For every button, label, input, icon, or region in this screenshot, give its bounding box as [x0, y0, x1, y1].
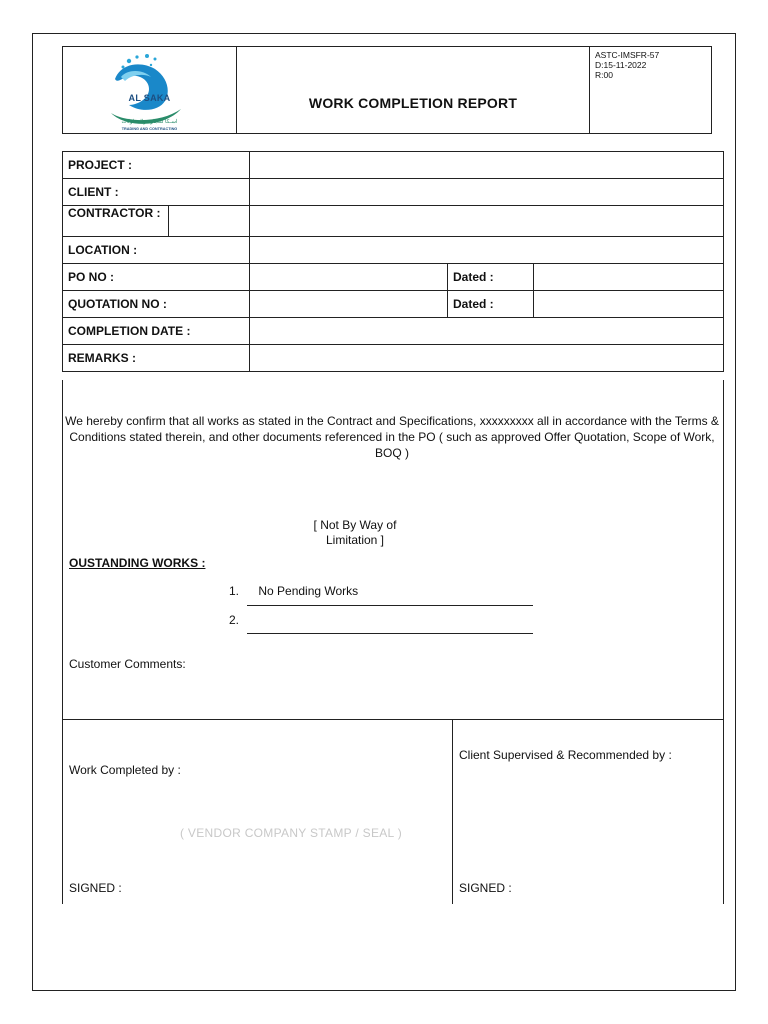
client-field[interactable] [250, 179, 724, 206]
project-label: PROJECT : [63, 152, 250, 179]
item-text: No Pending Works [258, 584, 359, 598]
item-number: 1. [229, 584, 240, 598]
location-label: LOCATION : [63, 237, 250, 264]
quotation-label: QUOTATION NO : [63, 291, 250, 318]
client-row [63, 179, 724, 206]
quotation-dated-field[interactable] [534, 291, 724, 318]
remarks-label: REMARKS : [63, 345, 250, 372]
project-info-table [62, 151, 724, 372]
signed-left-label: SIGNED : [69, 881, 122, 895]
remarks-field[interactable] [250, 345, 724, 372]
po-dated-field[interactable] [534, 264, 724, 291]
po-dated-label: Dated : [448, 264, 534, 291]
company-logo [63, 47, 237, 133]
signature-section [62, 719, 724, 904]
completion-date-field[interactable] [250, 318, 724, 345]
quotation-row [63, 291, 724, 318]
project-field[interactable] [250, 152, 724, 179]
po-label: PO NO : [63, 264, 250, 291]
limitation-note: [ Not By Way of Limitation ] [313, 518, 397, 547]
contractor-row [63, 206, 724, 237]
signed-right-label: SIGNED : [459, 881, 512, 895]
contractor-field[interactable] [250, 206, 724, 237]
document-reference [589, 47, 711, 133]
customer-comments-label: Customer Comments: [69, 657, 186, 671]
remarks-row [63, 345, 724, 372]
contractor-label: CONTRACTOR : [63, 206, 169, 236]
location-row [63, 237, 724, 264]
logo-text: AL SAKA [128, 93, 171, 103]
item-underline [247, 605, 533, 606]
item-underline [247, 633, 533, 634]
outstanding-works-heading: OUSTANDING WORKS : [69, 556, 206, 570]
contractor-label-cell [63, 206, 250, 237]
completion-date-label: COMPLETION DATE : [63, 318, 250, 345]
work-completed-by-label: Work Completed by : [69, 763, 181, 777]
po-row [63, 264, 724, 291]
location-field[interactable] [250, 237, 724, 264]
outstanding-item-1 [229, 584, 358, 598]
client-supervised-label: Client Supervised & Recommended by : [459, 748, 672, 762]
doc-ref-code: ASTC-IMSFR-57 [595, 50, 660, 60]
item-number: 2. [229, 613, 240, 627]
document-header [62, 46, 712, 134]
report-title: WORK COMPLETION REPORT [308, 95, 518, 111]
signature-divider [452, 719, 453, 904]
doc-revision: R:00 [595, 70, 613, 80]
logo-subtitle: TRADING AND CONTRACTING [121, 127, 178, 131]
logo-arabic-text: اسـكا للتجارة والمقاولات [121, 119, 178, 125]
quotation-field[interactable] [250, 291, 448, 318]
outstanding-item-2 [229, 613, 255, 627]
project-row [63, 152, 724, 179]
completion-date-row [63, 318, 724, 345]
doc-date: D:15-11-2022 [595, 60, 647, 70]
vendor-stamp-placeholder: ( VENDOR COMPANY STAMP / SEAL ) [180, 826, 403, 840]
quotation-dated-label: Dated : [448, 291, 534, 318]
confirmation-statement: We hereby confirm that all works as stated in the Contract and Specifications, xxxxxxxxx all in accordance with the Terms & Conditions stated therein, and other documents referenced in the PO ( such as approved Offer Quotation, Scope of Work, BOQ ) [65, 414, 719, 460]
client-label: CLIENT : [63, 179, 250, 206]
po-field[interactable] [250, 264, 448, 291]
